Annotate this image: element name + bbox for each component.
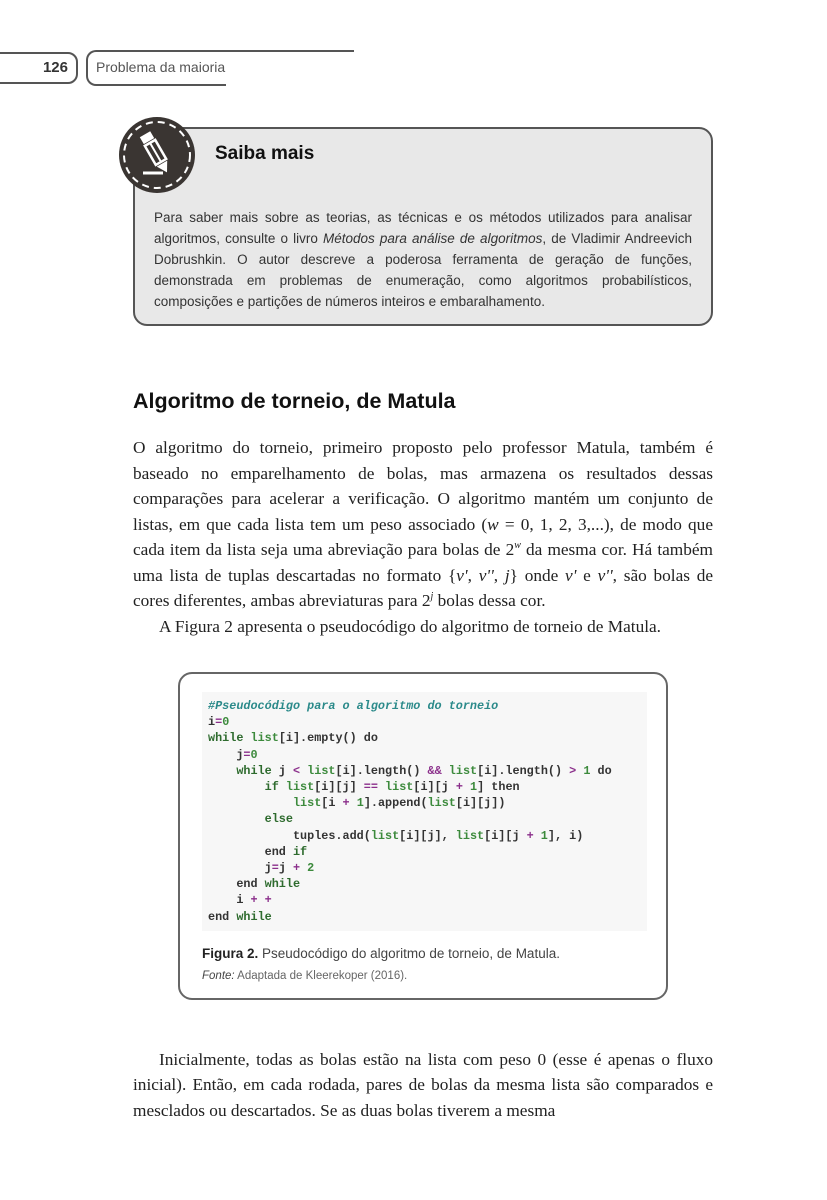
var: v' (565, 565, 577, 585)
code-line (208, 714, 647, 730)
code-token: [i][j], (399, 828, 456, 843)
code-token: i (208, 893, 251, 908)
code-token: + + (250, 893, 272, 908)
text: bolas dessa cor. (433, 591, 546, 610)
code-token: [i][j] (314, 780, 364, 795)
var: j (504, 565, 510, 585)
code-token (350, 796, 357, 810)
figure-source (202, 969, 644, 984)
code-token: [i][j]) (455, 796, 506, 811)
code-line (208, 892, 647, 908)
code-token: list (448, 763, 478, 778)
section-title: Algoritmo de torneio, de Matula (133, 389, 456, 413)
code-token: > (569, 763, 577, 778)
var: v'' (478, 565, 494, 585)
code-token: list (427, 796, 456, 811)
code-token: if (208, 780, 286, 795)
page-number-tab (0, 52, 78, 84)
code-token: 2 (307, 861, 315, 876)
code-token (463, 780, 470, 794)
source-text: Adaptada de Kleerekoper (2016). (234, 969, 408, 982)
code-token: + (292, 861, 301, 876)
pencil-icon (119, 117, 195, 193)
code-token: == (363, 780, 378, 795)
pseudocode-block (202, 692, 647, 931)
code-token: 1 (470, 780, 478, 795)
code-line (208, 698, 647, 714)
paragraph-2: A Figura 2 apresenta o pseudocódigo do algoritmo de torneio de Matula. (159, 616, 661, 636)
code-line (208, 860, 647, 876)
code-token: list (208, 796, 322, 811)
text: e (576, 565, 598, 585)
code-token: do (590, 763, 612, 778)
code-token: list (385, 780, 414, 795)
paragraph-1 (133, 435, 713, 614)
text: , (493, 565, 505, 585)
header-rule (96, 50, 354, 52)
code-token: 0 (250, 747, 258, 762)
chapter-title: Problema da maioria (96, 59, 226, 75)
code-token: if (292, 844, 308, 859)
code-token: [i][j (484, 828, 527, 843)
saiba-mais-box (133, 127, 713, 326)
text: O algoritmo do torneio, primeiro proposto pelo professor Matula, também é baseado no emparelhamento de bolas, mas armazena os resultados dessas comparações para acelerar a verificação. O algoritmo mantém um conjunto de listas, em que cada lista tem um peso associado ( (133, 438, 713, 534)
figure-caption (202, 945, 644, 963)
code-token: while (264, 877, 301, 892)
code-token: ] then (477, 780, 520, 795)
text: da mesma cor. Há também uma lista de tuplas descartadas no formato { (133, 540, 713, 585)
code-token: list (285, 780, 315, 795)
code-token: j (208, 861, 272, 876)
code-token (534, 829, 541, 843)
code-token: list (370, 828, 400, 843)
code-token: 1 (540, 828, 548, 843)
sup: w (514, 540, 521, 552)
code-token: = (215, 715, 223, 730)
text: } onde (509, 565, 566, 585)
figure-2 (178, 672, 668, 1000)
saiba-mais-title: Saiba mais (215, 143, 315, 164)
code-token: j (208, 747, 244, 762)
code-token: else (208, 812, 293, 827)
code-token: [i].length() (335, 763, 428, 778)
code-token: = (271, 861, 279, 876)
code-token: end (208, 877, 265, 892)
code-token: = (243, 747, 251, 762)
var: w (487, 514, 499, 534)
page-number: 126 (42, 59, 68, 76)
code-token: while (236, 909, 272, 924)
code-token: tuples.add( (208, 828, 371, 843)
code-token: list (307, 763, 336, 778)
text: , (467, 565, 479, 585)
code-token: 1 (356, 796, 364, 811)
code-token: [i].length() (477, 763, 570, 778)
code-token: 1 (583, 763, 591, 778)
text: Para saber mais sobre as teorias, as técnicas e os métodos utilizados para analisar algoritmos, consulte o livro (154, 210, 692, 246)
code-token (442, 764, 449, 778)
code-token: end (208, 844, 293, 859)
saiba-mais-text (154, 207, 692, 312)
code-token: < (292, 763, 301, 778)
running-header (86, 50, 356, 86)
caption-label: Figura 2. (202, 945, 259, 961)
code-token: [i (321, 796, 343, 811)
code-line (208, 811, 647, 827)
code-token: while (208, 731, 251, 746)
text: , são bolas de cores diferentes, ambas abreviaturas para 2 (133, 565, 714, 610)
code-token: ].append( (363, 796, 428, 811)
code-token: i (208, 715, 216, 730)
code-token: end (208, 909, 237, 924)
code-token: [i][j (413, 780, 456, 795)
text: = 0, 1, 2, 3,...), de modo que cada item da lista seja uma abreviação para bolas de 2 (133, 514, 713, 559)
code-line (208, 828, 647, 844)
code-token: while (208, 763, 279, 778)
code-line (208, 909, 647, 925)
paragraph-3: Inicialmente, todas as bolas estão na lista com peso 0 (esse é apenas o fluxo inicial). Então, em cada rodada, pares de bolas da mesma lista são comparados e mesclados ou descartados. Se as duas bolas tiverem a mesma (133, 1049, 713, 1120)
main-content (133, 389, 713, 1123)
code-line (208, 795, 647, 811)
code-token: + (526, 828, 534, 843)
book-title: Métodos para análise de algoritmos (323, 231, 543, 246)
code-line (208, 763, 647, 779)
var: v'' (597, 565, 613, 585)
code-token: j (278, 861, 293, 876)
code-token: list (250, 731, 279, 746)
code-line (208, 730, 647, 746)
code-token: 0 (222, 715, 230, 730)
code-token: + (455, 780, 463, 795)
code-token: j (278, 763, 293, 778)
code-line (208, 844, 647, 860)
code-token: && (427, 763, 442, 778)
sup: j (430, 591, 434, 603)
var: v' (456, 565, 468, 585)
code-token (378, 780, 385, 794)
code-line (208, 747, 647, 763)
caption-text: Pseudocódigo do algoritmo de torneio, de Matula. (258, 945, 560, 961)
text: , de Vladimir Andreevich Dobrushkin. O autor descreve a poderosa ferramenta de geração de funções, demonstrada em problemas de enumeração, como algoritmos probabilísticos, composições e partições de números inteiros e embaralhamento. (154, 231, 692, 309)
source-label: Fonte: (202, 969, 235, 982)
code-token: + (342, 796, 350, 811)
code-line (208, 779, 647, 795)
code-token: list (455, 828, 485, 843)
code-token: #Pseudocódigo para o algoritmo do torneio (208, 699, 499, 713)
code-token: [i].empty() do (278, 731, 378, 746)
code-token: ], i) (547, 828, 584, 843)
code-line (208, 876, 647, 892)
